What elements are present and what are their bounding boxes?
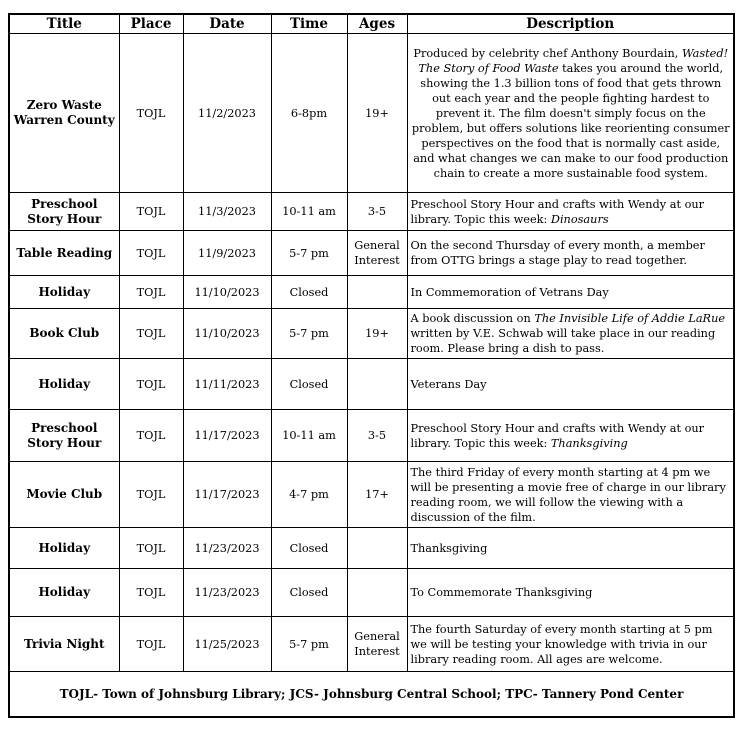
description-text: Veterans Day [410, 377, 487, 391]
table-row [9, 528, 734, 569]
event-description [407, 34, 734, 193]
description-text: In Commemoration of Vetrans Day [410, 285, 609, 299]
event-ages [347, 569, 407, 617]
event-date: 11/2/2023 [183, 34, 271, 193]
event-date: 11/17/2023 [183, 410, 271, 462]
description-text: The fourth Saturday of every month starting at 5 pm we will be testing your knowledge with trivia in our library reading room. All ages are welcome. [410, 622, 713, 666]
event-date: 11/11/2023 [183, 359, 271, 410]
table-row [9, 193, 734, 231]
description-italic: Dinosaurs [550, 212, 609, 226]
event-date: 11/10/2023 [183, 276, 271, 309]
event-ages: 19+ [347, 34, 407, 193]
event-date: 11/17/2023 [183, 462, 271, 528]
event-time: 5-7 pm [271, 231, 347, 276]
event-ages: 19+ [347, 309, 407, 359]
event-place: TOJL [119, 34, 183, 193]
event-place: TOJL [119, 359, 183, 410]
event-description [407, 617, 734, 672]
header-description: Description [407, 14, 734, 34]
event-time: Closed [271, 528, 347, 569]
event-title: Preschool Story Hour [9, 193, 119, 231]
description-text: Produced by celebrity chef Anthony Bourdain, [413, 46, 682, 60]
event-description [407, 462, 734, 528]
event-place: TOJL [119, 462, 183, 528]
event-date: 11/25/2023 [183, 617, 271, 672]
event-ages: General Interest [347, 617, 407, 672]
description-text: To Commemorate Thanksgiving [410, 586, 593, 599]
event-title: Book Club [9, 309, 119, 359]
event-time: Closed [271, 276, 347, 309]
event-description [407, 569, 734, 617]
table-row [9, 359, 734, 410]
abbreviation-legend: TOJL- Town of Johnsburg Library; JCS- Johnsburg Central School; TPC- Tannery Pond Center [9, 672, 734, 718]
event-ages: 3-5 [347, 193, 407, 231]
event-title: Preschool Story Hour [9, 410, 119, 462]
event-ages [347, 528, 407, 569]
description-italic: Thanksgiving [550, 436, 628, 450]
header-row [9, 14, 734, 34]
event-ages: General Interest [347, 231, 407, 276]
header-ages: Ages [347, 14, 407, 34]
description-text-end: written by V.E. Schwab will take place in our reading room. Please bring a dish to pass. [410, 327, 716, 355]
events-table [8, 13, 735, 718]
event-title: Trivia Night [9, 617, 119, 672]
header-date: Date [183, 14, 271, 34]
header-time: Time [271, 14, 347, 34]
event-date: 11/23/2023 [183, 528, 271, 569]
event-description [407, 193, 734, 231]
event-title: Movie Club [9, 462, 119, 528]
description-italic: The Invisible Life of Addie LaRue [534, 312, 726, 325]
event-ages [347, 276, 407, 309]
event-place: TOJL [119, 528, 183, 569]
description-text-end: takes you around the world, showing the 1.3 billion tons of food that gets thrown out each year and the people fighting hardest to prevent it. The film doesn't simply focus on the problem, but offers solutions like reorienting consumer perspectives on the food that is normally cast aside, and what changes we can make to our food production chain to create a more sustainable food system. [411, 61, 730, 180]
description-text: On the second Thursday of every month, a member from OTTG brings a stage play to read together. [410, 239, 705, 267]
table-row [9, 410, 734, 462]
table-row [9, 309, 734, 359]
table-row [9, 276, 734, 309]
table-row [9, 617, 734, 672]
event-ages: 3-5 [347, 410, 407, 462]
event-date: 11/3/2023 [183, 193, 271, 231]
event-time: 4-7 pm [271, 462, 347, 528]
header-title: Title [9, 14, 119, 34]
event-place: TOJL [119, 193, 183, 231]
event-place: TOJL [119, 276, 183, 309]
event-date: 11/23/2023 [183, 569, 271, 617]
table-row [9, 231, 734, 276]
event-ages [347, 359, 407, 410]
event-place: TOJL [119, 569, 183, 617]
event-date: 11/10/2023 [183, 309, 271, 359]
event-title: Holiday [9, 276, 119, 309]
event-description [407, 359, 734, 410]
event-place: TOJL [119, 309, 183, 359]
event-place: TOJL [119, 231, 183, 276]
event-ages: 17+ [347, 462, 407, 528]
event-title: Holiday [9, 569, 119, 617]
event-title: Table Reading [9, 231, 119, 276]
event-time: 5-7 pm [271, 309, 347, 359]
event-description [407, 276, 734, 309]
description-italic: Wasted! The Story of Food Waste [418, 46, 729, 75]
event-time: 10-11 am [271, 193, 347, 231]
description-text: The third Friday of every month starting at 4 pm we will be presenting a movie free of charge in our library reading room, we will follow the viewing with a discussion of the film. [410, 465, 726, 524]
table-row [9, 34, 734, 193]
event-time: 6-8pm [271, 34, 347, 193]
event-schedule [8, 13, 735, 718]
event-title: Holiday [9, 359, 119, 410]
event-title: Zero Waste Warren County [9, 34, 119, 193]
description-text: Preschool Story Hour and crafts with Wendy at our library. Topic this week: [410, 197, 705, 226]
event-place: TOJL [119, 410, 183, 462]
event-date: 11/9/2023 [183, 231, 271, 276]
event-time: 10-11 am [271, 410, 347, 462]
event-description [407, 528, 734, 569]
description-text: Thanksgiving [410, 541, 488, 555]
table-row [9, 569, 734, 617]
description-text: A book discussion on [410, 312, 535, 325]
event-place: TOJL [119, 617, 183, 672]
event-title: Holiday [9, 528, 119, 569]
header-place: Place [119, 14, 183, 34]
event-description [407, 231, 734, 276]
description-text: Preschool Story Hour and crafts with Wendy at our library. Topic this week: [410, 421, 705, 450]
table-row [9, 462, 734, 528]
event-time: 5-7 pm [271, 617, 347, 672]
event-time: Closed [271, 569, 347, 617]
event-time: Closed [271, 359, 347, 410]
footer-row [9, 672, 734, 718]
event-description [407, 309, 734, 359]
event-description [407, 410, 734, 462]
